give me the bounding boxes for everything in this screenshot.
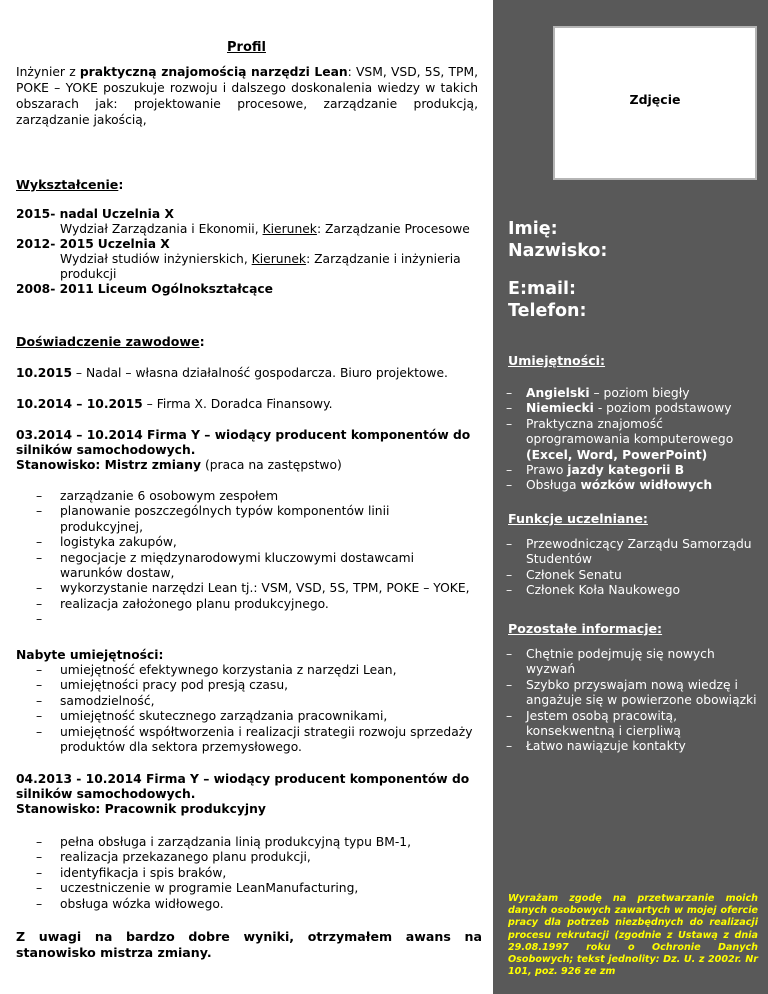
list-item: – negocjacje z międzynarodowymi kluczowymi dostawcami warunków dostaw, (36, 551, 476, 582)
education-heading-text: Wykształcenie (16, 177, 119, 192)
acquired-skills-heading: Nabyte umiejętności: (16, 648, 164, 662)
skill-language: Angielski (526, 386, 590, 400)
education-years: 2012- 2015 (16, 237, 94, 251)
job-entry-3 (16, 428, 482, 473)
list-item: – Łatwo nawiązuje kontakty (506, 739, 758, 754)
job-position (16, 458, 482, 473)
list-item: – pełna obsługa i zarządzania linią produkcyjną typu BM-1, (36, 835, 476, 850)
skill-level: – poziom biegły (589, 386, 690, 400)
list-item: – Członek Koła Naukowego (506, 583, 758, 598)
list-item: – Członek Senatu (506, 568, 758, 583)
education-detail (16, 252, 482, 282)
profile-text-highlight: praktyczną znajomością narzędzi Lean (79, 65, 348, 79)
photo-label: Zdjęcie (629, 92, 681, 107)
photo-placeholder (553, 26, 757, 180)
phone-label: Telefon: (508, 301, 587, 321)
job4-duties-list (36, 835, 476, 912)
education-entry (16, 237, 482, 252)
job-entry-4 (16, 772, 482, 817)
list-item: – wykorzystanie narzędzi Lean tj.: VSM, VSD, 5S, TPM, POKE – YOKE, (36, 581, 476, 596)
skill-license-prefix: Prawo (526, 463, 568, 478)
skill-level: - poziom podstawowy (593, 401, 732, 416)
list-item: – logistyka zakupów, (36, 535, 476, 550)
list-item (506, 386, 758, 401)
job-entry-2 (16, 397, 482, 412)
list-item: – umiejętności pracy pod presją czasu, (36, 678, 476, 693)
list-item: – zarządzanie 6 osobowym zespołem (36, 489, 476, 504)
list-item: – umiejętność efektywnego korzystania z narzędzi Lean, (36, 663, 476, 678)
list-item: – realizacja przekazanego planu produkcji, (36, 850, 476, 865)
education-dir-value: : Zarządzanie Procesowe (316, 222, 470, 236)
education-dir-label: Kierunek (251, 252, 307, 266)
list-item: – samodzielność, (36, 694, 476, 709)
job-title: 03.2014 – 10.2014 Firma Y – wiodący producent komponentów do silników samochodowych. (16, 428, 471, 457)
contact-details (508, 278, 586, 322)
skill-license: jazdy kategorii B (567, 463, 685, 478)
job-text: – Nadal – własna działalność gospodarcza. Biuro projektowe. (72, 366, 448, 380)
education-school: Uczelnia X (97, 237, 170, 251)
education-school: Liceum Ogólnokształcące (97, 282, 274, 296)
job-position-note: (praca na zastępstwo) (201, 458, 342, 472)
education-dir-label: Kierunek (262, 222, 317, 236)
profile-text (16, 64, 478, 128)
profile-heading: Profil (227, 40, 266, 55)
job3-duties-list (36, 489, 476, 628)
education-list (16, 207, 482, 297)
education-years: 2015- nadal (16, 207, 98, 221)
list-item: – Chętnie podejmuję się nowych wyzwań (506, 647, 758, 678)
data-consent-clause: Wyrażam zgodę na przetwarzanie moich danych osobowych zawartych w mojej ofercie pracy dla potrzeb niezbędnych do realizacji procesu rekrutacji (zgodnie z Ustawą z dnia 29.08.1997 roku o Ochronie Danych Osobowych; tekst jednolity: Dz. U. z 2002r. Nr 101, poz. 926 ze zm (508, 893, 758, 978)
education-heading: Wykształcenie: (16, 177, 124, 192)
skill-language: Niemiecki (526, 401, 594, 416)
skills-heading: Umiejętności: (508, 353, 606, 368)
list-item: – identyfikacja i spis braków, (36, 866, 476, 881)
experience-heading: Doświadczenie zawodowe: (16, 334, 205, 349)
profile-text-intro: Inżynier z (16, 65, 80, 79)
list-item (506, 417, 758, 463)
university-roles-heading: Funkcje uczelniane: (508, 511, 648, 526)
last-name-label: Nazwisko: (508, 241, 608, 261)
list-item: – planowanie poszczególnych typów komponentów linii produkcyjnej, (36, 504, 476, 535)
job-position-label: Stanowisko: Pracownik produkcyjny (16, 802, 266, 816)
education-detail (16, 222, 482, 237)
other-info-list (506, 647, 758, 755)
list-item (506, 401, 758, 416)
list-item: – obsługa wózka widłowego. (36, 897, 476, 912)
skill-computer-apps: (Excel, Word, PowerPoint) (526, 447, 708, 462)
skill-forklift: wózków widłowych (580, 478, 713, 493)
other-info-heading: Pozostałe informacje: (508, 621, 663, 636)
job-title: 04.2013 - 10.2014 Firma Y – wiodący producent komponentów do silników samochodowych. (16, 772, 470, 801)
promotion-note: Z uwagi na bardzo dobre wyniki, otrzymałem awans na stanowisko mistrza zmiany. (16, 929, 482, 960)
job-text: – Firma X. Doradca Finansowy. (142, 397, 333, 411)
job-entry-1 (16, 366, 482, 381)
education-entry (16, 207, 482, 222)
list-item: – Szybko przyswajam nową wiedzę i angażuje się w powierzone obowiązki (506, 678, 758, 709)
list-item: – umiejętność skutecznego zarządzania pracownikami, (36, 709, 476, 724)
first-name-label: Imię: (508, 219, 558, 239)
email-label: E:mail: (508, 279, 576, 299)
skills-list (506, 386, 758, 494)
skill-forklift-prefix: Obsługa (526, 478, 581, 493)
job-date: 10.2015 (16, 366, 73, 380)
list-item: – realizacja założonego planu produkcyjnego. (36, 597, 476, 612)
list-item: – Przewodniczący Zarządu Samorządu Studentów (506, 537, 758, 568)
education-entry (16, 282, 482, 297)
list-item: – uczestniczenie w programie LeanManufacturing, (36, 881, 476, 896)
education-years: 2008- 2011 (16, 282, 94, 296)
education-dept: Wydział studiów inżynierskich, (60, 252, 252, 266)
experience-heading-text: Doświadczenie zawodowe (16, 334, 200, 349)
contact-name (508, 218, 607, 262)
education-dept: Wydział Zarządzania i Ekonomii, (60, 222, 263, 236)
education-school: Uczelnia X (101, 207, 174, 221)
skill-computer: Praktyczna znajomość oprogramowania komputerowego (526, 416, 734, 447)
list-item: – Jestem osobą pracowitą, konsekwentną i cierpliwą (506, 709, 758, 740)
job-position-label: Stanowisko: Mistrz zmiany (16, 458, 202, 472)
list-item (506, 478, 758, 493)
profile-text-rest: : VSM, VSD, 5S, TPM, POKE – YOKE poszukuje rozwoju i dalszego doskonalenia wiedzy w takich obszarach jak: projektowanie procesowe, zarządzanie produkcją, zarządzanie jakością, (16, 65, 478, 127)
list-item (506, 463, 758, 478)
education-dir-value: : Zarządzanie i inżynieria produkcji (60, 252, 461, 281)
list-item: – umiejętność współtworzenia i realizacji strategii rozwoju sprzedaży produktów dla sektora przemysłowego. (36, 725, 476, 756)
job-date: 10.2014 – 10.2015 (16, 397, 143, 411)
list-item (36, 612, 476, 627)
university-roles-list (506, 537, 758, 599)
acquired-skills-list (36, 663, 476, 755)
